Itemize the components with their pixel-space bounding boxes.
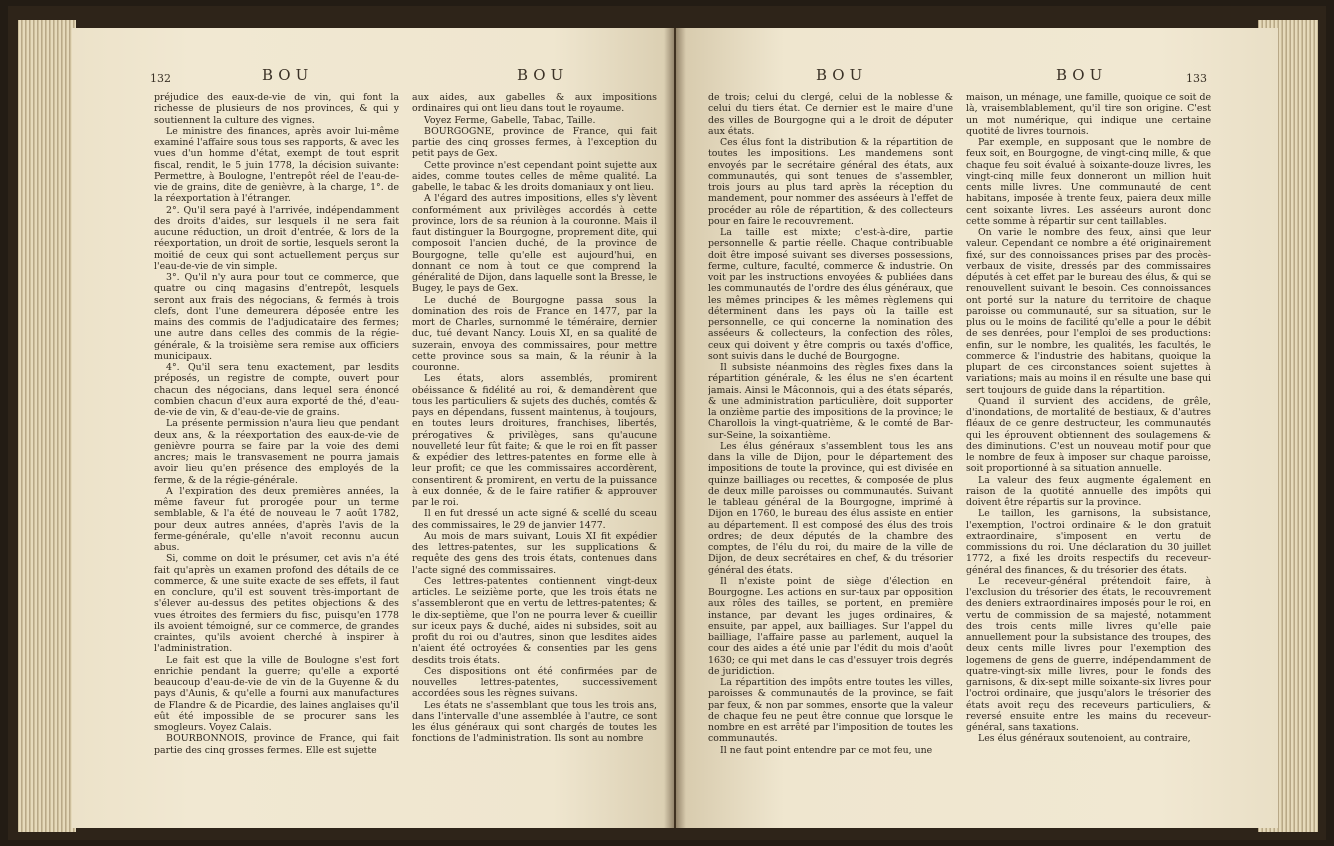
paragraph: Il en fut dressé un acte signé & scellé du sceau des commissaires, le 29 de janvier 1477. xyxy=(412,508,657,531)
paragraph: Au mois de mars suivant, Louis XI fit expédier des lettres-patentes, sur les supplications & requête des gens des trois états, contenues dans l'acte signé des commissaires. xyxy=(412,530,657,576)
paragraph: de trois; celui du clergé, celui de la noblesse & celui du tiers état. Ce dernier est le maire d'une des villes de Bourgogne qui a le droit de députer aux états. xyxy=(708,92,953,137)
book-gutter xyxy=(664,28,686,828)
paragraph: 4°. Qu'il sera tenu exactement, par lesdits préposés, un registre de compte, ouvert pour chacun des négocians, dans lequel sera énoncé combien chacun d'eux aura exporté de thé, d'eau-de-vie de vin, & d'eau-de-vie de grains. xyxy=(154,362,399,418)
running-head-right-b: BOU xyxy=(1056,66,1108,84)
left-page-column-1 xyxy=(154,92,399,822)
page-number-right: 133 xyxy=(1186,72,1207,85)
paragraph: Par exemple, en supposant que le nombre de feux soit, en Bourgogne, de vingt-cinq mille, & que chaque feu soit évalué à soixante-douze livres, les vingt-cinq mille feux donneront un million huit cents mille livres. Une communauté de cent habitans, imposée à trente feux, paiera deux mille cent soixante livres. Les asséeurs auront donc cette somme à répartir sur cent taillables. xyxy=(966,137,1211,227)
paragraph: Ces élus font la distribution & la répartition de toutes les impositions. Les mandemens sont envoyés par le secrétaire général des états, aux communautés, qui sont tenues de s'assembler, trois jours au plus tard après la réception du mandement, pour nommer des asséeurs à l'effet de procéder au rôle de répartition, & des collecteurs pour en faire le recouvrement. xyxy=(708,137,953,227)
paragraph: BOURBONNOIS, province de France, qui fait partie des cinq grosses fermes. Elle est sujette xyxy=(154,733,399,756)
page-edges-left xyxy=(18,20,76,832)
paragraph: préjudice des eaux-de-vie de vin, qui font la richesse de plusieurs de nos provinces, & qui y soutiennent la culture des vignes. xyxy=(154,92,399,126)
paragraph: Le duché de Bourgogne passa sous la domination des rois de France en 1477, par la mort de Charles, surnommé le téméraire, dernier duc, tué devant Nancy. Louis XI, en sa qualité de suzerain, envoya des commissaires, pour mettre cette province sous sa main, & la réunir à la couronne. xyxy=(412,294,657,373)
paragraph: Il subsiste néanmoins des règles fixes dans la répartition générale, & les élus ne s'en écartent jamais. Ainsi le Mâconnois, qui a des états séparés, & une administration particulière, doit supporter la onzième partie des impositions de la province; le Charollois la vingt-quatrième, & le comté de Bar-sur-Seine, la soixantième. xyxy=(708,362,953,441)
paragraph: Le ministre des finances, après avoir lui-même examiné l'affaire sous tous ses rapports, & avec les vues d'un homme d'état, exempt de tout esprit fiscal, rendit, le 5 juin 1778, la décision suivante: Permettre, à Boulogne, l'entrepôt réel de l'eau-de-vie de grains, dite de genièvre, à la charge, 1°. de la réexportation à l'étranger. xyxy=(154,125,399,205)
running-head-left-a: BOU xyxy=(262,66,314,84)
book-spread xyxy=(8,6,1326,840)
paragraph: Le receveur-général prétendoit faire, à l'exclusion du trésorier des états, le recouvrement des deniers extraordinaires imposés pour le roi, en vertu de commission de sa majesté, notamment des trois cents mille livres qu'elle paie annuellement pour la subsistance des troupes, des deux cents mille livres pour l'exemption des logemens de gens de guerre, indépendamment de quatre-vingt-six mille livres, pour le fonds des garnisons, & dix-sept mille soixante-six livres pour l'octroi ordinaire, que jusqu'alors le trésorier des états avoit reçu des receveurs particuliers, & reversé ensuite entre les mains du receveur-général, sans taxations. xyxy=(966,575,1211,733)
paragraph: aux aides, aux gabelles & aux impositions ordinaires qui ont lieu dans tout le royaume. xyxy=(412,92,657,115)
paragraph: La taille est mixte; c'est-à-dire, partie personnelle & partie réelle. Chaque contribuable doit être imposé suivant ses diverses possessions, ferme, culture, faculté, commerce & industrie. On voit par les instructions envoyées & publiées dans les communautés de l'ordre des élus généraux, que les mêmes principes & les mêmes règlemens qui déterminent dans les pays où la taille est personnelle, ce qui concerne la nomination des asséeurs & collecteurs, la confection des rôles, ceux qui doivent y être compris ou taxés d'office, sont suivis dans le duché de Bourgogne. xyxy=(708,227,953,362)
paragraph: Il n'existe point de siège d'élection en Bourgogne. Les actions en sur-taux par opposition aux rôles des tailles, se portent, en première instance, par devant les juges ordinaires, & ensuite, par appel, aux bailliages. Sur l'appel du bailliage, l'affaire passe au parlement, auquel la cour des aides a été unie par l'édit du mois d'août 1630; ce qui met dans le cas d'essuyer trois degrés de juridiction. xyxy=(708,575,953,677)
paragraph: Les états, alors assemblés, promirent obéissance & fidélité au roi, & demandèrent que tous les particuliers & sujets des duchés, comtés & pays en dépendans, fussent maintenus, à toujours, en toutes leurs droitures, franchises, libertés, prérogatives & privilèges, sans qu'aucune nouvelleté leur fût faite; & que le roi en fît passer & expédier des lettres-patentes en forme elle à leur profit; ce que les commissaires accordèrent, consentirent & promirent, en vertu de la puissance à eux donnée, & de le faire ratifier & approuver par le roi. xyxy=(412,373,657,508)
running-head-right-a: BOU xyxy=(816,66,868,84)
paragraph: Si, comme on doit le présumer, cet avis n'a été fait qu'après un examen profond des détails de ce commerce, & une suite exacte de ses effets, il faut en conclure, qu'il est souvent très-important de s'élever au-dessus des petites objections & des vues étroites des fermiers du fisc, puisqu'en 1778 ils avoient témoigné, sur ce commerce, de grandes craintes, qu'ils avoient cherché à inspirer à l'administration. xyxy=(154,553,399,655)
right-page-column-1 xyxy=(708,92,953,822)
paragraph: La valeur des feux augmente également en raison de la quotité annuelle des impôts qui doivent être répartis sur la province. xyxy=(966,474,1211,508)
page-number-left: 132 xyxy=(150,72,171,85)
running-head-left-b: BOU xyxy=(517,66,569,84)
paragraph: Cette province n'est cependant point sujette aux aides, comme toutes celles de même qualité. La gabelle, le tabac & les droits domaniaux y ont lieu. xyxy=(412,159,657,193)
left-page xyxy=(72,28,674,828)
paragraph: 3°. Qu'il n'y aura pour tout ce commerce, que quatre ou cinq magasins d'entrepôt, lesquels seront aux frais des négocians, & fermés à trois clefs, dont l'une demeurera déposée entre les mains des commis de l'adjudicataire des fermes; une autre dans celles des commis de la régie-générale, & la troisième sera remise aux officiers municipaux. xyxy=(154,272,399,362)
paragraph: 2°. Qu'il sera payé à l'arrivée, indépendamment des droits d'aides, sur lesquels il ne sera fait aucune réduction, un droit d'entrée, & lors de la réexportation, un droit de sortie, lesquels seront la moitié de ceux qui sont actuellement perçus sur l'eau-de-vie de vin simple. xyxy=(154,204,399,272)
paragraph: Les élus généraux s'assemblent tous les ans dans la ville de Dijon, pour le département des impositions de toute la province, qui est divisée en quinze bailliages ou recettes, & composée de plus de deux mille paroisses ou communautés. Suivant le tableau général de la Bourgogne, imprimé à Dijon en 1760, le bureau des élus assiste en entier au département. Il est composé des élus des trois ordres; de deux députés de la chambre des comptes, de l'élu du roi, du maire de la ville de Dijon, de deux secrétaires en chef, & du trésorier général des états. xyxy=(708,440,953,576)
paragraph: Ces lettres-patentes contiennent vingt-deux articles. Le seizième porte, que les trois états ne s'assembleront que en vertu de lettres-patentes; & le dix-septième, que l'on ne pourra lever & cueillir sur iceux pays & duché, aides ni subsides, soit au profit du roi ou d'autres, sinon que lesdites aides n'aient été octroyées & consenties par les gens desdits trois états. xyxy=(412,575,657,666)
paragraph: maison, un ménage, une famille, quoique ce soit de là, vraisemblablement, qu'il tire son origine. C'est un mot numérique, qui indique une certaine quotité de livres tournois. xyxy=(966,92,1211,137)
paragraph: BOURGOGNE, province de France, qui fait partie des cinq grosses fermes, à l'exception du petit pays de Gex. xyxy=(412,125,657,160)
paragraph: Le taillon, les garnisons, la subsistance, l'exemption, l'octroi ordinaire & le don gratuit extraordinaire, s'imposent en vertu de commissions du roi. Une déclaration du 30 juillet 1772, a fixé les droits respectifs du receveur-général des finances, & du trésorier des états. xyxy=(966,508,1211,576)
right-page-column-2 xyxy=(966,92,1211,822)
paragraph: Les états ne s'assemblant que tous les trois ans, dans l'intervalle d'une assemblée à l'autre, ce sont les élus généraux qui sont chargés de toutes les fonctions de l'administration. Ils sont au nombre xyxy=(412,699,657,745)
paragraph: Voyez Ferme, Gabelle, Tabac, Taille. xyxy=(424,114,596,126)
right-page xyxy=(676,28,1278,828)
paragraph: Les élus généraux soutenoient, au contraire, xyxy=(978,733,1191,745)
paragraph: Le fait est que la ville de Boulogne s'est fort enrichie pendant la guerre; qu'elle a exporté beaucoup d'eau-de-vie de vin de la Guyenne & du pays d'Aunis, & qu'elle a fourni aux manufactures de Flandre & de Picardie, des laines anglaises qu'il eût été impossible de se procurer sans les smogleurs. Voyez Calais. xyxy=(154,654,399,733)
paragraph: Ces dispositions ont été confirmées par de nouvelles lettres-patentes, successivement accordées sous les règnes suivans. xyxy=(412,665,657,700)
paragraph: Il ne faut point entendre par ce mot feu, une xyxy=(720,744,933,756)
paragraph: A l'égard des autres impositions, elles s'y lèvent conformément aux privilèges accordés à cette province, lors de sa réunion à la couronne. Mais il faut distinguer la Bourgogne, proprement dite, qui composoit l'ancien duché, de la province de Bourgogne, telle qu'elle est aujourd'hui, en donnant ce nom à tout ce que comprend la généralité de Dijon, dans laquelle sont la Bresse, le Bugey, le pays de Gex. xyxy=(412,193,657,295)
left-page-column-2 xyxy=(412,92,657,822)
paragraph: Quand il survient des accidens, de grêle, d'inondations, de mortalité de bestiaux, & d'autres fléaux de ce genre destructeur, les communautés qui les éprouvent obtiennent des soulagemens & des diminutions. C'est un nouveau motif pour que le nombre de feux à imposer sur chaque paroisse, soit proportionné à sa situation annuelle. xyxy=(966,395,1211,475)
paragraph: A l'expiration des deux premières années, la même faveur fut prorogée pour un terme semblable, & l'a été de nouveau le 7 août 1782, pour deux autres années, d'après l'avis de la ferme-générale, qu'elle n'avoit reconnu aucun abus. xyxy=(154,485,399,553)
paragraph: La présente permission n'aura lieu que pendant deux ans, & la réexportation des eaux-de-vie de genièvre pourra se faire par la voie des demi ancres; mais le transvasement ne pourra jamais avoir lieu qu'en présence des employés de la ferme, & de la régie-générale. xyxy=(154,418,399,486)
paragraph: On varie le nombre des feux, ainsi que leur valeur. Cependant ce nombre a été originairement fixé, sur des connoissances prises par des procès-verbaux de visite, dressés par des commissaires députés à cet effet par le bureau des élus, & qui se renouvellent suivant le besoin. Ces connoissances ont porté sur la nature du territoire de chaque paroisse ou communauté, sur sa situation, sur le plus ou le moins de facilité qu'elle a pour le débit de ses denrées, pour l'emploi de ses productions: enfin, sur le nombre, les qualités, les facultés, le commerce & l'industrie des habitans, quoique la plupart de ces circonstances soient sujettes à variations; mais au moins il en résulte une base qui sert toujours de guide dans la répartition. xyxy=(966,227,1211,396)
paragraph: La répartition des impôts entre toutes les villes, paroisses & communautés de la province, se fait par feux, & non par sommes, ensorte que la valeur de chaque feu ne peut être connue que lorsque le nombre en est arrêté par l'imposition de toutes les communautés. xyxy=(708,677,953,745)
